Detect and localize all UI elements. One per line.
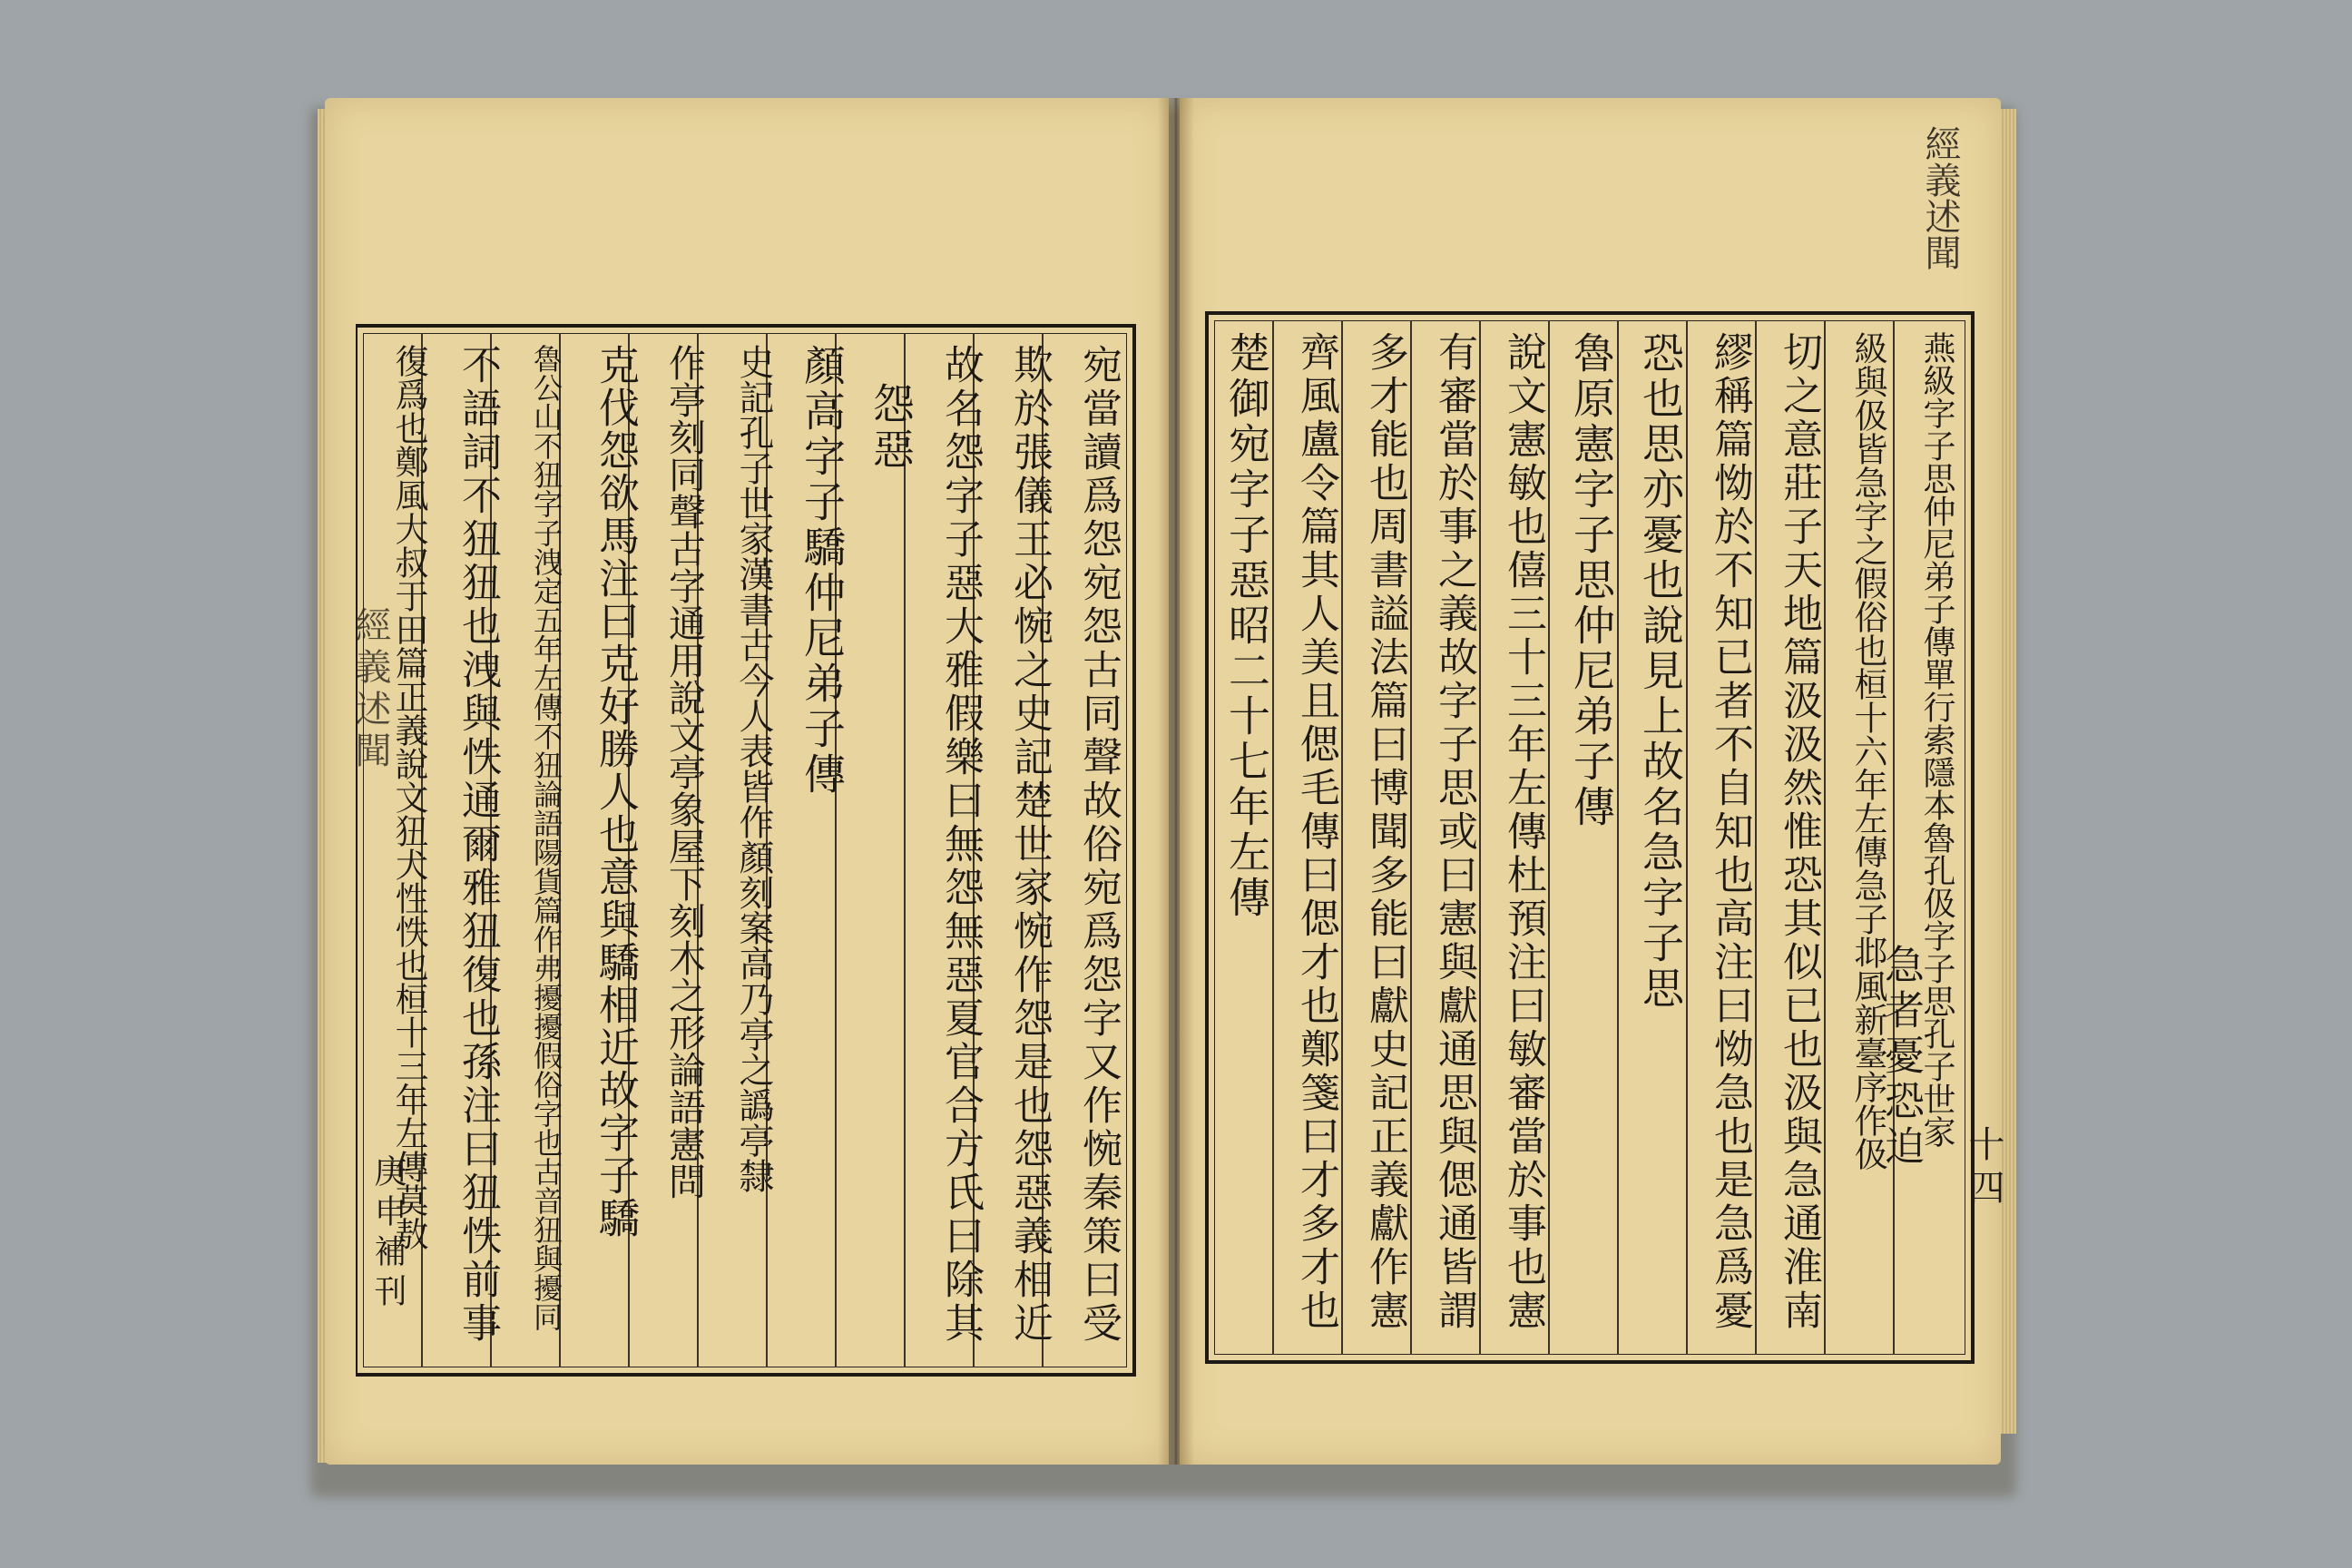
column-rule	[1617, 320, 1619, 1355]
column-rule	[1824, 320, 1826, 1355]
column-rule	[1410, 320, 1412, 1355]
column-rule	[1686, 320, 1688, 1355]
text-column-1: 燕級字子思仲尼弟子傳單行索隱本魯孔伋字子思孔子世家	[1918, 331, 1955, 1148]
text-column-3: 故名怨字子惡大雅假樂曰無怨無惡夏官合方氏曰除其	[937, 344, 984, 1346]
text-column-8: 有審當於事之義故字子思或曰憲與獻通思與偲通皆謂	[1431, 331, 1477, 1333]
text-column-11: 楚御宛字子惡昭二十七年左傳	[1222, 331, 1271, 921]
left-edge-label: 經義述聞	[349, 606, 391, 773]
column-rule	[1548, 320, 1550, 1355]
right-header-stub: 經義述聞	[1919, 125, 1961, 270]
text-column-6: 魯原憲字子思仲尼弟子傳	[1567, 331, 1616, 830]
text-column-10: 齊風盧令篇其人美且偲毛傳曰偲才也鄭箋曰才多才也	[1293, 331, 1339, 1333]
right-margin-note: 急者憂恐迫	[1877, 944, 1924, 1171]
text-column-9: 多才能也周書謚法篇曰博聞多能曰獻史記正義獻作憲	[1362, 331, 1408, 1333]
column-rule	[1755, 320, 1757, 1355]
column-rule	[1272, 320, 1274, 1355]
text-column-11: 復爲也鄭風大叔于田篇正義說文狃犬性怢也桓十三年左傳莫敖	[389, 344, 428, 1250]
text-column-6: 史記孔子世家漢書古今人表皆作顏刻案高乃亭之譌亭隸	[733, 344, 774, 1193]
text-column-2: 欺於張儀王必惋之史記楚世家惋作怨是也怨惡義相近	[1006, 344, 1053, 1346]
text-column-3: 切之意莊子天地篇汲汲然惟恐其似已也汲與急通淮南	[1776, 331, 1822, 1333]
column-rule	[1479, 320, 1481, 1355]
text-column-7: 說文憲敏也僖三十三年左傳杜預注曰敏審當於事也憲	[1500, 331, 1546, 1333]
text-column-8: 克伐怨欲馬注曰克好勝人也意與驕相近故字子驕	[592, 344, 640, 1240]
text-column-5: 顏高字子驕仲尼弟子傳	[798, 344, 847, 798]
text-column-9: 魯公山不狃字子洩定五年左傳不狃論語陽貨篇作弗擾擾假俗字也古音狃與擾同	[529, 344, 564, 1331]
text-column-5: 恐也思亦憂也說見上故名急字子思	[1636, 331, 1685, 1012]
column-rule	[904, 333, 906, 1367]
column-rule	[1893, 320, 1895, 1355]
text-column-4: 怨惡	[867, 382, 916, 473]
text-column-4: 繆稱篇怮於不知已者不自知也高注曰怮急也是急爲憂	[1707, 331, 1753, 1333]
column-rule	[1341, 320, 1343, 1355]
text-column-2: 級與伋皆急字之假俗也桓十六年左傳急子邶風新臺序作伋	[1848, 331, 1887, 1171]
page-number: 十四	[1963, 1125, 2004, 1212]
text-column-1: 宛當讀爲怨宛怨古同聲故俗宛爲怨字又作惋秦策曰受	[1075, 344, 1122, 1346]
left-folio: 庚申補刊	[369, 1154, 407, 1314]
right-text-frame	[1205, 311, 1975, 1364]
text-column-10: 不語詞不狃狃也洩與怢通爾雅狃復也孫注曰狃怢前事	[455, 344, 501, 1346]
book-gutter	[1158, 98, 1194, 1465]
text-column-7: 作亭刻同聲古字通用說文亭象屋下刻木之形論語憲問	[662, 344, 706, 1200]
left-text-frame	[356, 324, 1136, 1377]
